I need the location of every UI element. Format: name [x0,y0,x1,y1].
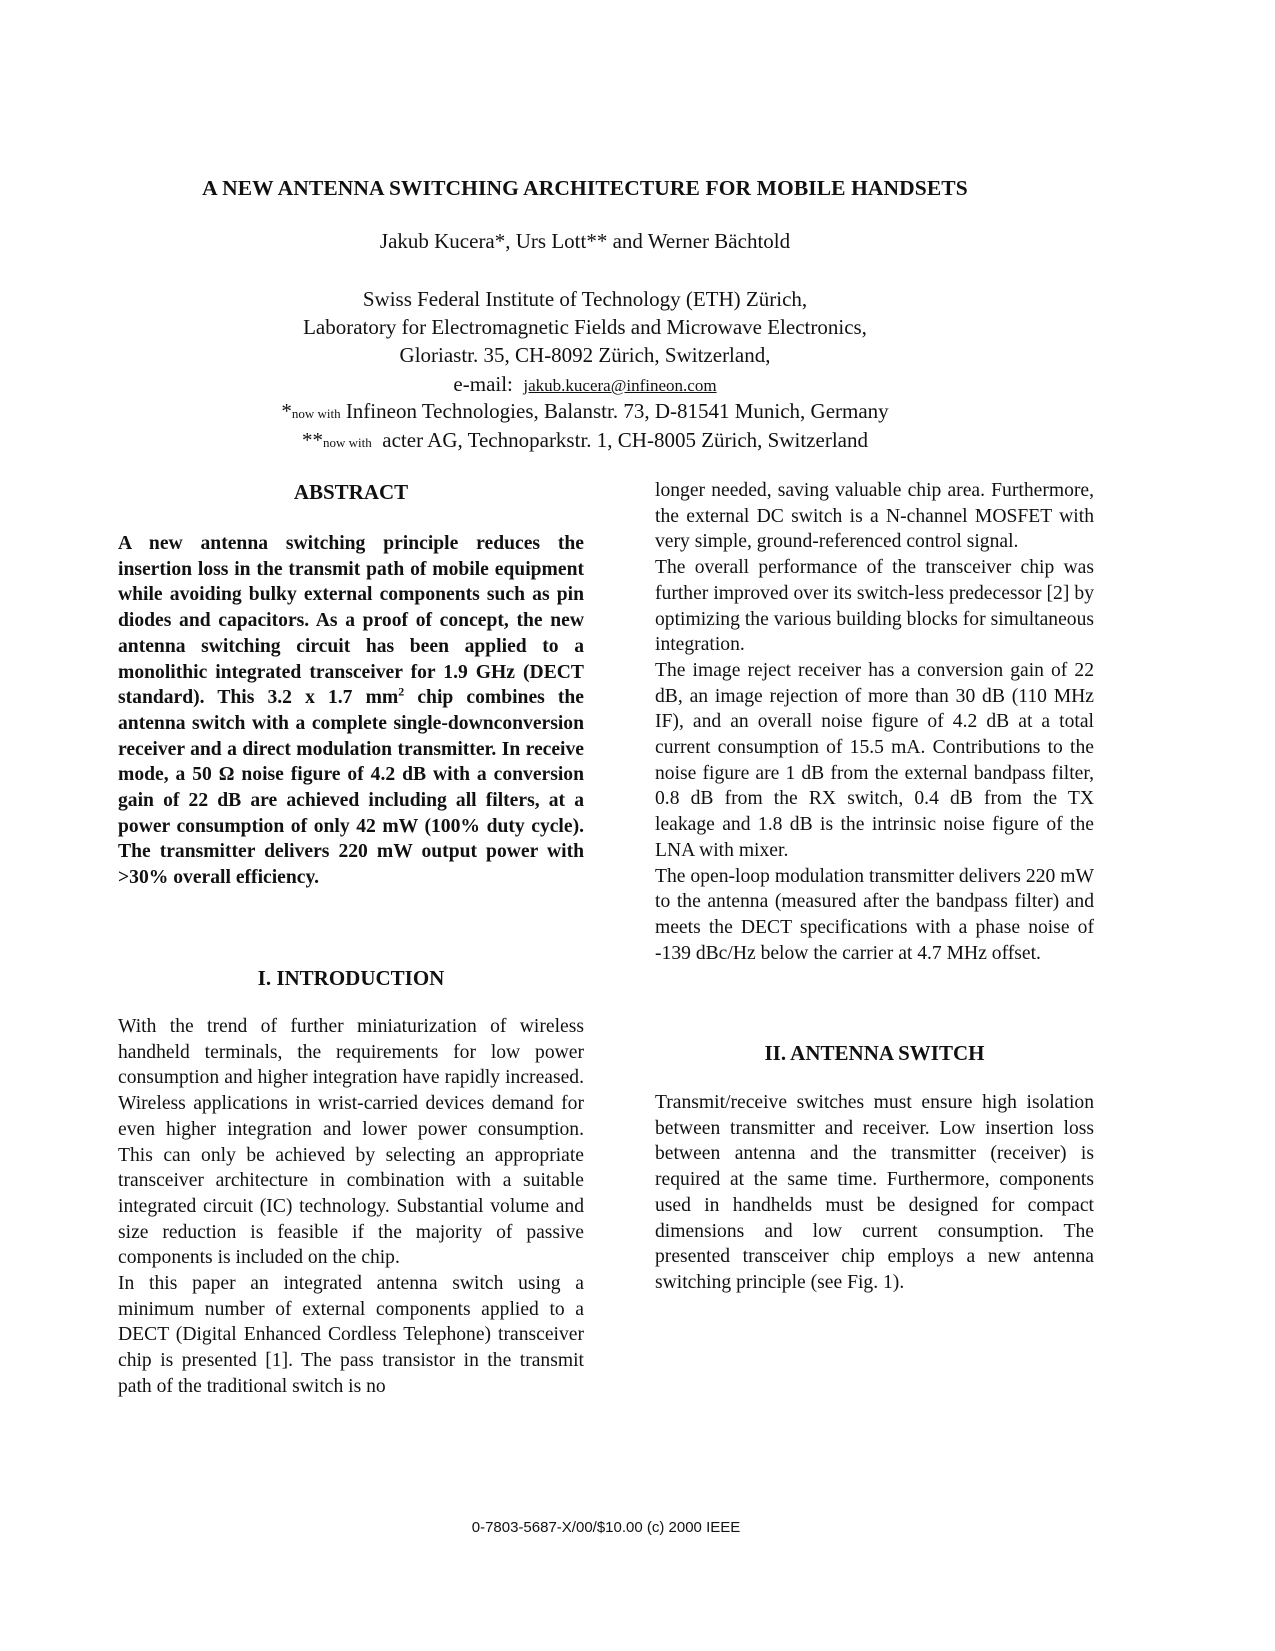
note-mark: * [281,399,292,423]
paragraph: In this paper an integrated antenna switch using a minimum number of external components applied to a DECT (Digital Enhanced Cordless Telephone) transceiver chip is presented [1]. The pass transistor in the transmit path of the traditional switch is no [118,1273,584,1397]
paragraph: Transmit/receive switches must ensure high isolation between transmitter and receiver. Low insertion loss between antenna and the transmitter (receiver) is required at the same time. Furthermore, components used in handhelds must be designed for compact dimensions and low current consumption. The presented transceiver chip employs a new antenna switching principle (see Fig. 1). [655,1092,1094,1293]
note-text: Infineon Technologies, Balanstr. 73, D-81541 Munich, Germany [345,399,889,423]
authors: Jakub Kucera*, Urs Lott** and Werner Bächtold [379,229,791,253]
email-line [0,370,1170,400]
affiliation-line-3: Gloriastr. 35, CH-8092 Zürich, Switzerland, [399,343,771,367]
affiliation-note-1 [0,397,1170,428]
paragraph: The open-loop modulation transmitter delivers 220 mW to the antenna (measured after the bandpass filter) and meets the DECT specifications with a phase noise of -139 dBc/Hz below the carrier at 4.7 MHz offset. [655,865,1094,964]
paragraph: longer needed, saving valuable chip area. Furthermore, the external DC switch is a N-channel MOSFET with very simple, ground-referenced control signal. [655,480,1094,553]
copyright-footer: 0-7803-5687-X/00/$10.00 (c) 2000 IEEE [471,1519,741,1536]
right-column [655,478,1094,966]
affiliation-line-2: Laboratory for Electromagnetic Fields and Microwave Electronics, [303,315,867,339]
paper-title: A NEW ANTENNA SWITCHING ARCHITECTURE FOR MOBILE HANDSETS [202,176,968,200]
note-mark: ** [302,428,324,452]
email-link[interactable]: jakub.kucera@infineon.com [523,376,717,395]
paragraph: The overall performance of the transceiver chip was further improved over its switch-less predecessor [2] by optimizing the various building blocks for simultaneous integration. [655,557,1094,656]
antenna-switch-body [655,1090,1094,1296]
note-text: acter AG, Technoparkstr. 1, CH-8005 Zürich, Switzerland [382,428,868,452]
note-prefix: now with [291,406,341,421]
affiliation-line-1: Swiss Federal Institute of Technology (ETH) Zürich, [362,287,808,311]
introduction-body [118,1014,584,1400]
note-prefix: now with [323,435,372,450]
antenna-switch-heading: II. ANTENNA SWITCH [764,1041,985,1065]
left-column [118,480,584,506]
email-label: e-mail: [453,372,513,396]
abstract-heading: ABSTRACT [293,480,409,504]
paragraph: With the trend of further miniaturization of wireless handheld terminals, the requirements for low power consumption and higher integration have rapidly increased. Wireless applications in wrist-carried devices demand for even higher integration and lower power consumption. This can only be achieved by selecting an appropriate transceiver architecture in combination with a suitable integrated circuit (IC) technology. Substantial volume and size reduction is feasible if the majority of passive components is included on the chip. [118,1016,584,1269]
affiliation-note-2 [0,426,1170,457]
abstract-body [118,531,584,891]
introduction-heading: I. INTRODUCTION [257,966,445,990]
abstract-text: A new antenna switching principle reduces the insertion loss in the transmit path of mobile equipment while avoiding bulky external components such as pin diodes and capacitors. As a proof of concept, the new antenna switching circuit has been applied to a monolithic integrated transceiver for 1.9 GHz (DECT standard). This 3.2 x 1.7 mm [118,533,584,709]
superscript: 2 [398,684,405,699]
abstract-text: chip combines the antenna switch with a complete single-downconversion receiver and a direct modulation transmitter. In receive mode, a 50 Ω noise figure of 4.2 dB with a conversion gain of 22 dB are achieved including all filters, at a power consumption of only 42 mW (100% duty cycle). The transmitter delivers 220 mW output power with >30% overall efficiency. [118,687,585,889]
paragraph: The image reject receiver has a conversion gain of 22 dB, an image rejection of more than 30 dB (110 MHz IF), and an overall noise figure of 4.2 dB at a total current consumption of 15.5 mA. Contributions to the noise figure are 1 dB from the external bandpass filter, 0.8 dB from the RX switch, 0.4 dB from the TX leakage and 1.8 dB is the intrinsic noise figure of the LNA with mixer. [655,659,1094,861]
